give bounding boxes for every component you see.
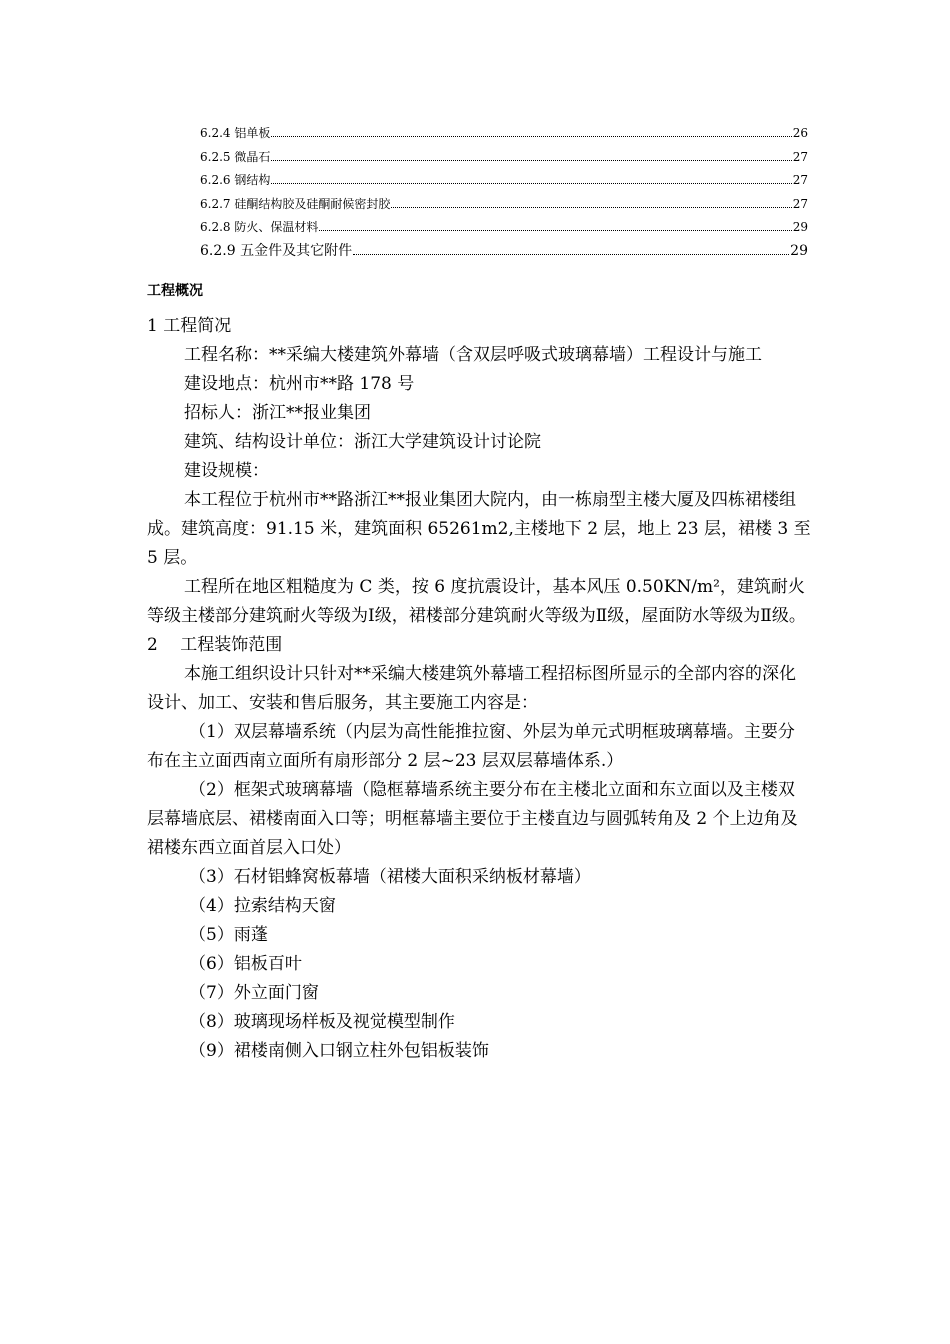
paragraph-tenderer: 招标人：浙江**报业集团: [184, 403, 371, 423]
toc-entry-page: 29: [792, 220, 808, 234]
table-of-contents: [200, 122, 808, 263]
toc-entry[interactable]: [200, 169, 808, 193]
toc-leader-dots: [271, 136, 791, 137]
toc-entry-label: 6.2.8 防火、保温材料: [200, 220, 319, 234]
toc-entry-page: 27: [792, 173, 808, 187]
toc-leader-dots: [271, 160, 791, 161]
paragraph-scale: 本工程位于杭州市**路浙江**报业集团大院内，由一栋扇型主楼大厦及四栋裙楼组成。建筑高度：91.15 米，建筑面积 65261m2,主楼地下 2 层，地上 23 层，裙楼 3 至 5 层。: [147, 490, 811, 568]
list-item: （4）拉索结构天窗: [189, 896, 336, 916]
list-item: （9）裙楼南侧入口钢立柱外包铝板装饰: [189, 1041, 489, 1061]
paragraph-scope: 本施工组织设计只针对**采编大楼建筑外幕墙工程招标图所显示的全部内容的深化设计、加工、安装和售后服务，其主要施工内容是：: [147, 664, 796, 713]
list-item: （3）石材铝蜂窝板幕墙（裙楼大面积采纳板材幕墙）: [189, 867, 591, 887]
toc-entry-page: 27: [792, 196, 808, 211]
paragraph-designer: 建筑、结构设计单位：浙江大学建筑设计讨论院: [184, 432, 541, 452]
paragraph-project-name: 工程名称：**采编大楼建筑外幕墙（含双层呼吸式玻璃幕墙）工程设计与施工: [184, 345, 762, 365]
toc-entry-page: 29: [790, 242, 808, 259]
toc-entry-label: 6.2.7 硅酮结构胶及硅酮耐候密封胶: [200, 196, 391, 211]
toc-entry[interactable]: [200, 122, 808, 146]
list-item: （1）双层幕墙系统（内层为高性能推拉窗、外层为单元式明框玻璃幕墙。主要分布在主立面西南立面所有扇形部分 2 层~23 层双层幕墙体系.）: [147, 722, 795, 771]
toc-leader-dots: [319, 230, 791, 231]
list-item: （5）雨蓬: [189, 925, 268, 945]
toc-entry-page: 27: [792, 149, 808, 164]
list-item: （2）框架式玻璃幕墙（隐框幕墙系统主要分布在主楼北立面和东立面以及主楼双层幕墙底层、裙楼南面入口等；明框幕墙主要位于主楼直边与圆弧转角及 2 个上边角及裙楼东西立面首层入口处）: [147, 780, 798, 858]
toc-entry[interactable]: [200, 240, 808, 264]
subsection-title: 1 工程简况: [147, 316, 232, 336]
paragraph-location: 建设地点：杭州市**路 178 号: [184, 374, 415, 394]
section-heading: 工程概况: [147, 283, 203, 299]
list-item: （8）玻璃现场样板及视觉模型制作: [189, 1012, 455, 1032]
toc-leader-dots: [271, 183, 791, 184]
document-body: [147, 312, 811, 1066]
toc-entry-label: 6.2.6 钢结构: [200, 173, 271, 187]
toc-entry[interactable]: [200, 146, 808, 170]
toc-leader-dots: [353, 254, 789, 255]
paragraph-scale-label: 建设规模：: [184, 461, 269, 481]
paragraph-conditions: 工程所在地区粗糙度为 C 类，按 6 度抗震设计，基本风压 0.50KN/m²，建筑耐火等级主楼部分建筑耐火等级为Ⅰ级，裙楼部分建筑耐火等级为Ⅱ级，屋面防水等级为Ⅱ级。: [147, 577, 806, 626]
toc-entry[interactable]: [200, 193, 808, 217]
toc-entry[interactable]: [200, 216, 808, 240]
subsection-title: 2 工程装饰范围: [147, 635, 283, 655]
toc-entry-page: 26: [792, 126, 808, 140]
list-item: （6）铝板百叶: [189, 954, 302, 974]
list-item: （7）外立面门窗: [189, 983, 319, 1003]
toc-leader-dots: [391, 207, 791, 208]
toc-entry-label: 6.2.5 微晶石: [200, 149, 271, 164]
toc-entry-label: 6.2.4 铝单板: [200, 126, 271, 140]
toc-entry-label: 6.2.9 五金件及其它附件: [200, 242, 353, 259]
